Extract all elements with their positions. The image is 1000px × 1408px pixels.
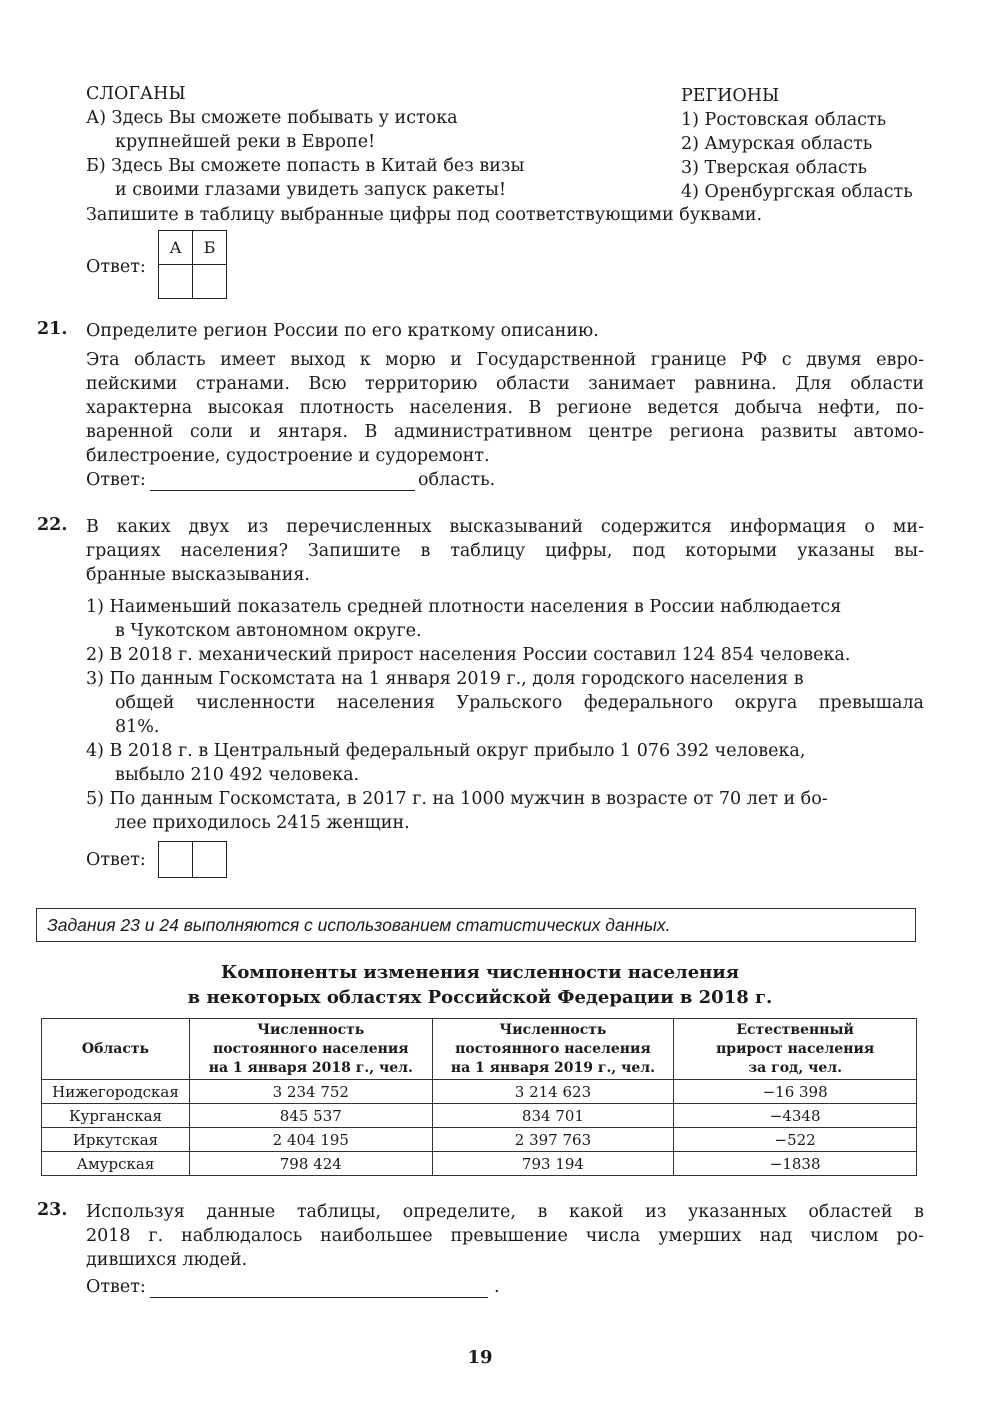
- header-text: Численность: [499, 1021, 607, 1038]
- task21-desc-line: характерна высокая плотность населения. В регионе ведется добыча нефти, по-: [86, 398, 924, 418]
- region-option-2: [681, 132, 872, 156]
- task22-option-1: [86, 595, 841, 619]
- column-header-pop-2018: [189, 1019, 432, 1080]
- task20-answer-grid: [158, 230, 227, 299]
- task22-question-line: грациях населения? Запишите в таблицу цифры, под которыми указаны вы-: [86, 541, 924, 561]
- task23-answer-field[interactable]: [150, 1277, 488, 1298]
- header-text: на 1 января 2018 г., чел.: [208, 1059, 413, 1076]
- region-num: 4): [681, 182, 699, 202]
- region-num: 2): [681, 134, 699, 154]
- task21-answer-label: Ответ:: [86, 470, 146, 490]
- table-header-row: [42, 1019, 917, 1080]
- slogan-b-line2: и своими глазами увидеть запуск ракеты!: [115, 180, 506, 200]
- slogans-header: СЛОГАНЫ: [86, 84, 186, 104]
- cell-natural-growth: −16 398: [674, 1080, 917, 1104]
- population-table: [41, 1018, 917, 1176]
- task22-option-5-cont: лее приходилось 2415 женщин.: [115, 813, 410, 833]
- cell-pop-2018: 2 404 195: [189, 1128, 432, 1152]
- task20-answer-label: Ответ:: [86, 257, 146, 277]
- table-row: [42, 1104, 917, 1128]
- task21-desc-line: Эта область имеет выход к морю и Государственной границе РФ с двумя евро-: [86, 350, 924, 370]
- task21-answer-suffix: область.: [418, 470, 496, 490]
- cell-region: Нижегородская: [42, 1080, 190, 1104]
- header-text: постоянного населения: [455, 1040, 651, 1057]
- task22-option-2: [86, 643, 850, 667]
- cell-pop-2019: 793 194: [432, 1152, 674, 1176]
- option-text: По данным Госкомстата, в 2017 г. на 1000 мужчин в возрасте от 70 лет и бо-: [109, 789, 828, 809]
- cell-pop-2018: 845 537: [189, 1104, 432, 1128]
- option-num: 3): [86, 669, 104, 689]
- region-option-4: [681, 180, 913, 204]
- slogan-a-line2: крупнейшей реки в Европе!: [115, 132, 376, 152]
- slogan-a-letter: А): [86, 108, 107, 128]
- slogan-a: [86, 106, 458, 130]
- cell-region: Амурская: [42, 1152, 190, 1176]
- answer-cell-2[interactable]: [193, 842, 227, 878]
- task23-question-line: Используя данные таблицы, определите, в какой из указанных областей в: [86, 1202, 924, 1222]
- table-title-line2: в некоторых областях Российской Федерации в 2018 г.: [187, 987, 773, 1008]
- task23-answer-label: Ответ:: [86, 1277, 146, 1297]
- slogan-b: [86, 154, 524, 178]
- page-number: 19: [467, 1347, 493, 1368]
- header-text: прирост населения: [716, 1040, 875, 1057]
- table-row: [42, 1128, 917, 1152]
- header-text: на 1 января 2019 г., чел.: [450, 1059, 656, 1076]
- option-text: В 2018 г. в Центральный федеральный округ прибыло 1 076 392 человека,: [109, 741, 806, 761]
- option-num: 5): [86, 789, 104, 809]
- cell-pop-2018: 798 424: [189, 1152, 432, 1176]
- task21-question: Определите регион России по его краткому описанию.: [86, 321, 599, 341]
- answer-cell-a[interactable]: [159, 265, 193, 299]
- task22-option-3-cont: 81%.: [115, 717, 160, 737]
- task23-answer-suffix: .: [494, 1277, 500, 1297]
- column-header-region: [42, 1019, 190, 1080]
- task21-number: 21.: [37, 319, 68, 339]
- header-text: Естественный: [736, 1021, 854, 1038]
- header-text: Область: [81, 1040, 150, 1057]
- region-num: 3): [681, 158, 699, 178]
- task22-number: 22.: [37, 515, 68, 535]
- task23-question-line: дившихся людей.: [86, 1250, 248, 1270]
- answer-header-b: Б: [193, 231, 227, 265]
- region-name: Оренбургская область: [704, 182, 913, 202]
- regions-header: РЕГИОНЫ: [681, 86, 780, 106]
- task22-option-4: [86, 739, 805, 763]
- task22-option-1-cont: в Чукотском автономном округе.: [115, 621, 422, 641]
- region-name: Амурская область: [704, 134, 873, 154]
- column-header-natural-growth: [674, 1019, 917, 1080]
- cell-pop-2018: 3 234 752: [189, 1080, 432, 1104]
- task22-option-4-cont: выбыло 210 492 человека.: [115, 765, 360, 785]
- task23-number: 23.: [37, 1200, 68, 1220]
- task22-option-5: [86, 787, 828, 811]
- cell-natural-growth: −4348: [674, 1104, 917, 1128]
- header-text: за год, чел.: [748, 1059, 843, 1076]
- task22-option-3-cont: общей численности населения Уральского федерального округа превышала: [115, 693, 924, 713]
- option-num: 1): [86, 597, 104, 617]
- region-option-1: [681, 108, 886, 132]
- slogan-b-letter: Б): [86, 156, 106, 176]
- cell-region: Курганская: [42, 1104, 190, 1128]
- task22-option-3: [86, 667, 804, 691]
- task21-desc-line: билестроение, судостроение и судоремонт.: [86, 446, 490, 466]
- task23-question-line: 2018 г. наблюдалось наибольшее превышение числа умерших над числом ро-: [86, 1226, 924, 1246]
- region-name: Тверская область: [704, 158, 868, 178]
- task21-desc-line: пейскими странами. Всю территорию области занимает равнина. Для области: [86, 374, 924, 394]
- task22-answer-label: Ответ:: [86, 850, 146, 870]
- task22-question-line: бранные высказывания.: [86, 565, 310, 585]
- table-row: [42, 1080, 917, 1104]
- cell-pop-2019: 3 214 623: [432, 1080, 674, 1104]
- answer-cell-1[interactable]: [159, 842, 193, 878]
- table-title-line1: Компоненты изменения численности населения: [220, 962, 740, 983]
- option-text: По данным Госкомстата на 1 января 2019 г., доля городского населения в: [109, 669, 804, 689]
- region-num: 1): [681, 110, 699, 130]
- statistics-notice: Задания 23 и 24 выполняются с использованием статистических данных.: [36, 908, 916, 942]
- answer-header-a: А: [159, 231, 193, 265]
- task21-desc-line: варенной соли и янтаря. В административном центре региона развиты автомо-: [86, 422, 924, 442]
- option-text: В 2018 г. механический прирост населения России составил 124 854 человека.: [109, 645, 851, 665]
- task22-question-line: В каких двух из перечисленных высказываний содержится информация о ми-: [86, 517, 924, 537]
- task21-answer-field[interactable]: [150, 470, 415, 491]
- table-row: [42, 1152, 917, 1176]
- task22-answer-grid: [158, 841, 227, 878]
- region-name: Ростовская область: [704, 110, 887, 130]
- option-text: Наименьший показатель средней плотности населения в России наблюдается: [109, 597, 842, 617]
- cell-region: Иркутская: [42, 1128, 190, 1152]
- cell-pop-2019: 834 701: [432, 1104, 674, 1128]
- column-header-pop-2019: [432, 1019, 674, 1080]
- cell-natural-growth: −522: [674, 1128, 917, 1152]
- option-num: 2): [86, 645, 104, 665]
- cell-pop-2019: 2 397 763: [432, 1128, 674, 1152]
- header-text: постоянного населения: [212, 1040, 409, 1057]
- task20-instruction: Запишите в таблицу выбранные цифры под соответствующими буквами.: [86, 205, 763, 225]
- option-num: 4): [86, 741, 104, 761]
- slogan-b-text: Здесь Вы сможете попасть в Китай без визы: [111, 156, 525, 176]
- header-text: Численность: [257, 1021, 365, 1038]
- slogan-a-text: Здесь Вы сможете побывать у истока: [111, 108, 458, 128]
- cell-natural-growth: −1838: [674, 1152, 917, 1176]
- answer-cell-b[interactable]: [193, 265, 227, 299]
- region-option-3: [681, 156, 867, 180]
